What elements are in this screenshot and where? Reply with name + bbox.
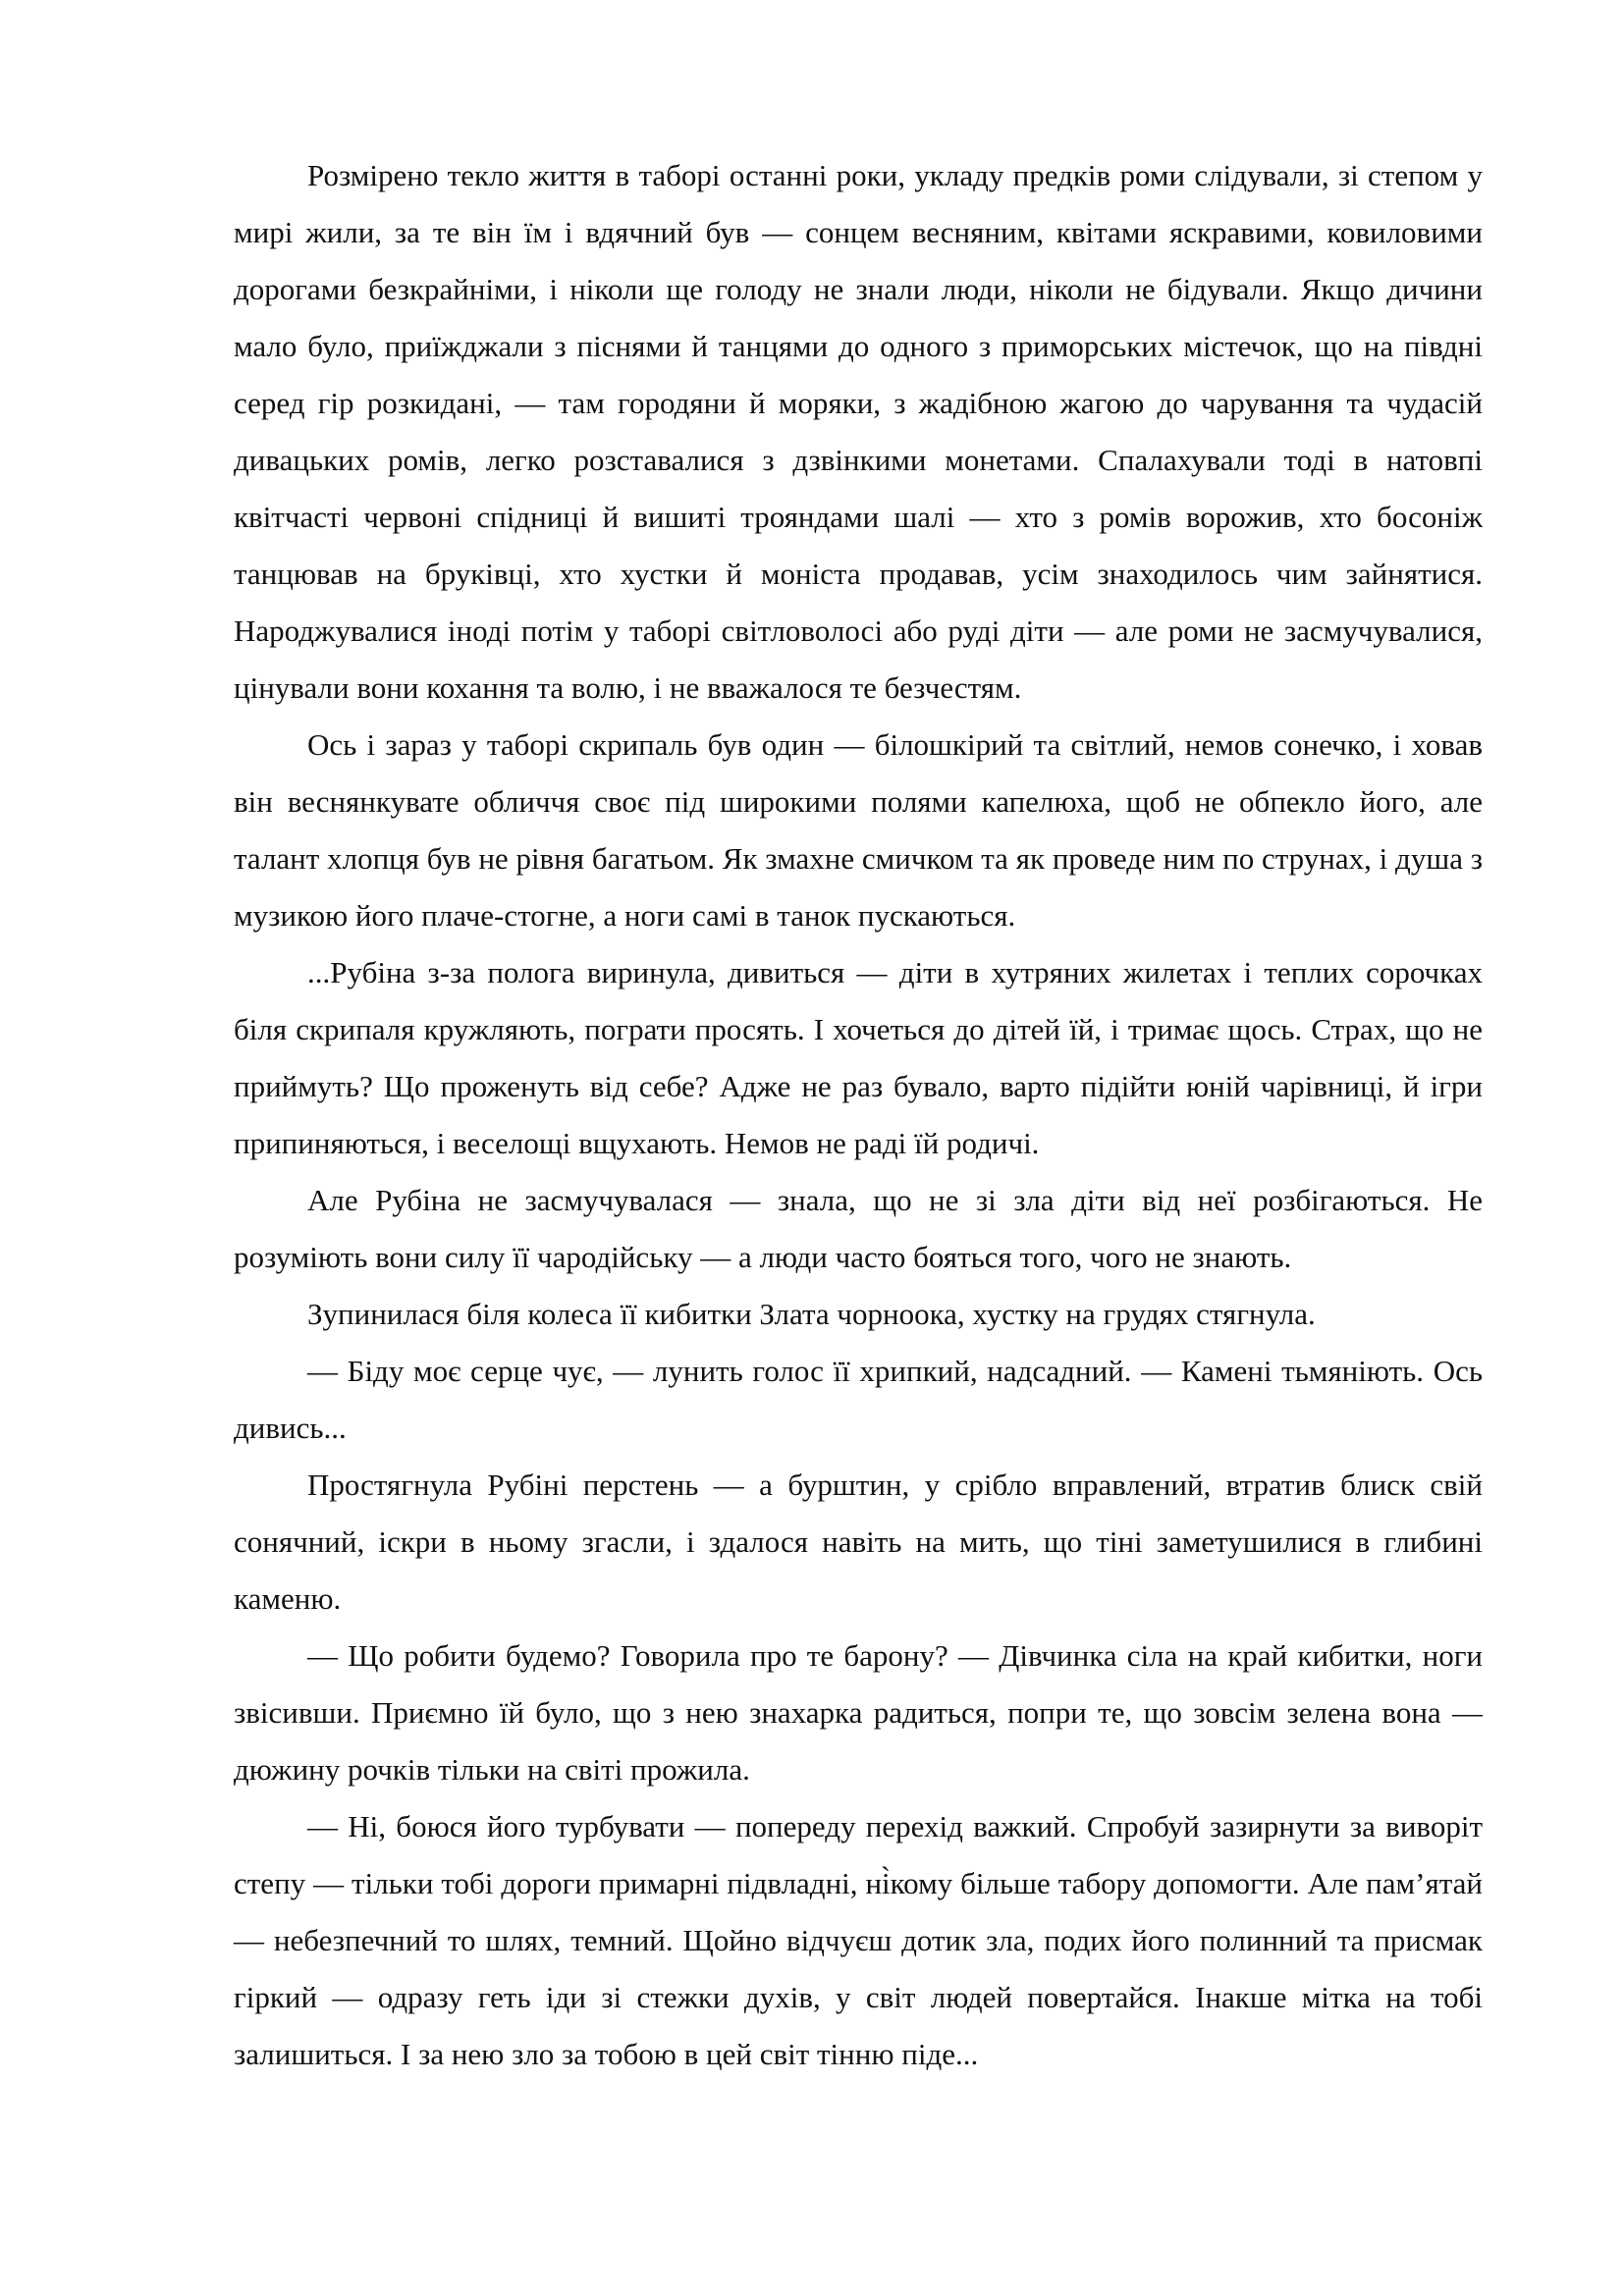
- paragraph: Ось і зараз у таборі скрипаль був один — білошкірий та світлий, немов сонечко, і ховав він веснянкувате обличчя своє під широкими полями капелюха, щоб не обпекло його, але талант хлопця був не рівня багатьом. Як змахне смичком та як проведе ним по струнах, і душа з музикою його плаче-стогне, а ноги самі в танок пускаються.: [234, 727, 1483, 933]
- paragraph: — Ні, боюся його турбувати — попереду перехід важкий. Спробуй зазирнути за виворіт степу — тільки тобі дороги примарні підвладні, ні̀кому більше табору допомогти. Але пам’ятай — небезпечний то шлях, темний. Щойно відчуєш дотик зла, подих його полинний та присмак гіркий — одразу геть іди зі стежки духів, у світ людей повертайся. Інакше мітка на тобі залишиться. І за нею зло за тобою в цей світ тінню піде...: [234, 1809, 1483, 2071]
- paragraph: Зупинилася біля колеса її кибитки Злата чорноока, хустку на грудях стягнула.: [307, 1297, 1316, 1331]
- paragraph: ...Рубіна з-за полога виринула, дивиться — діти в хутряних жилетах і теплих сорочках біля скрипаля кружляють, пограти просять. І хочеться до дітей їй, і тримає щось. Страх, що не приймуть? Що проженуть від себе? Адже не раз бувало, варто підійти юній чарівниці, й ігри припиняються, і веселощі вщухають. Немов не раді їй родичі.: [234, 955, 1483, 1160]
- paragraph: — Що робити будемо? Говорила про те барону? — Дівчинка сіла на край кибитки, ноги звісивши. Приємно їй було, що з нею знахарка радиться, попри те, що зовсім зелена вона — дюжину рочків тільки на світі прожила.: [234, 1638, 1483, 1787]
- paragraph: — Біду моє серце чує, — лунить голос її хрипкий, надсадний. — Камені тьмяніють. Ось дивись...: [234, 1354, 1483, 1445]
- story-text: [234, 147, 1483, 2083]
- paragraph: Простягнула Рубіні перстень — а бурштин, у срібло вправлений, втратив блиск свій сонячний, іскри в ньому згасли, і здалося навіть на мить, що тіні заметушилися в глибині каменю.: [234, 1468, 1483, 1616]
- paragraph: Розмірено текло життя в таборі останні роки, укладу предків роми слідували, зі степом у мирі жили, за те він їм і вдячний був — сонцем весняним, квітами яскравими, ковиловими дорогами безкрайніми, і ніколи ще голоду не знали люди, ніколи не бідували. Якщо дичини мало було, приїжджали з піснями й танцями до одного з приморських містечок, що на півдні серед гір розкидані, — там городяни й моряки, з жадібною жагою до чарування та чудасій дивацьких ромів, легко розставалися з дзвінкими монетами. Спалахували тоді в натовпі квітчасті червоні спідниці й вишиті трояндами шалі — хто з ромів ворожив, хто босоніж танцював на бруківці, хто хустки й моніста продавав, усім знаходилось чим зайнятися. Народжувалися іноді потім у таборі світловолосі або руді діти — але роми не засмучувалися, цінували вони кохання та волю, і не вважалося те безчестям.: [234, 158, 1483, 705]
- paragraph: Але Рубіна не засмучувалася — знала, що не зі зла діти від неї розбігаються. Не розуміють вони силу її чародійську — а люди часто бояться того, чого не знають.: [234, 1183, 1483, 1274]
